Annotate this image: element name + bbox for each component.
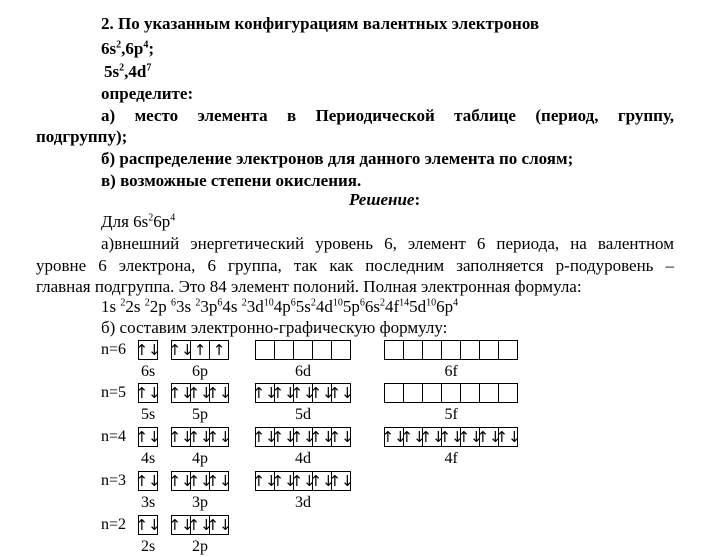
orbital-cell-5p-2: ↑↓ xyxy=(187,384,213,402)
level-label-n-6: n=6 xyxy=(101,341,127,358)
orbital-cell-6p-1: ↑↓ xyxy=(168,341,194,359)
item-a-line-1: а) место элемента в Периодической таблице (период, группу, xyxy=(101,106,674,125)
orbital-cell-4p-2: ↑↓ xyxy=(187,428,213,446)
orbital-cell-5f-3 xyxy=(422,383,442,403)
solution-heading-text: Решение xyxy=(349,190,415,209)
orbital-cell-4f-4: ↑↓ xyxy=(438,428,464,446)
orbital-cell-3d-4: ↑↓ xyxy=(309,472,335,490)
orbital-cell-5f-7 xyxy=(498,383,518,403)
orbital-cell-4d-3: ↑↓ xyxy=(290,428,316,446)
orbital-cell-5f-1 xyxy=(384,383,404,403)
orbital-cell-6f-7 xyxy=(498,340,518,360)
orbital-cell-3d-5: ↑↓ xyxy=(328,472,354,490)
orbital-cell-2p-2: ↑↓ xyxy=(187,516,213,534)
orbital-cell-4f-1: ↑↓ xyxy=(381,428,407,446)
orbital-cell-4f-7: ↑↓ xyxy=(495,428,521,446)
level-label-n-2: n=2 xyxy=(101,516,127,533)
solution-heading-colon: : xyxy=(414,190,421,209)
orbital-cell-5s-1: ↑↓ xyxy=(135,384,161,402)
orbital-group-6p xyxy=(168,340,229,360)
orbital-cell-6f-3 xyxy=(422,340,442,360)
orbital-group-6d xyxy=(255,340,351,360)
orbital-cell-3p-1: ↑↓ xyxy=(168,472,194,490)
orbital-cell-2s-1: ↑↓ xyxy=(135,516,161,534)
orbital-cell-4f-2: ↑↓ xyxy=(400,428,426,446)
determine-label: определите: xyxy=(101,84,194,103)
orbital-cell-6d-5 xyxy=(331,340,351,360)
sublevel-label-6d: 6d xyxy=(295,363,311,380)
orbital-cell-3d-3: ↑↓ xyxy=(290,472,316,490)
level-label-n-5: n=5 xyxy=(101,384,127,401)
orbital-group-2p xyxy=(168,515,232,535)
orbital-group-5p xyxy=(168,383,232,403)
orbital-cell-6d-1 xyxy=(255,340,275,360)
para-b: б) составим электронно-графическую формулу: xyxy=(101,318,448,337)
orbital-cell-6p-2: ↑ xyxy=(190,340,210,360)
orbital-cell-4d-4: ↑↓ xyxy=(309,428,335,446)
orbital-cell-6f-1 xyxy=(384,340,404,360)
orbital-group-3d xyxy=(252,471,354,491)
sublevel-label-6s: 6s xyxy=(141,363,156,380)
sublevel-label-3s: 3s xyxy=(141,494,156,511)
orbital-cell-3d-1: ↑↓ xyxy=(252,472,278,490)
orbital-cell-3s-1: ↑↓ xyxy=(135,472,161,490)
orbital-cell-2p-1: ↑↓ xyxy=(168,516,194,534)
orbital-group-6f xyxy=(384,340,518,360)
orbital-cell-6f-4 xyxy=(441,340,461,360)
orbital-cell-4f-5: ↑↓ xyxy=(457,428,483,446)
sublevel-label-5s: 5s xyxy=(141,406,156,423)
orbital-group-3s xyxy=(135,471,161,491)
orbital-cell-6d-4 xyxy=(312,340,332,360)
orbital-cell-4f-6: ↑↓ xyxy=(476,428,502,446)
orbital-group-5f xyxy=(384,383,518,403)
sublevel-label-2s: 2s xyxy=(141,538,156,555)
config-2 xyxy=(104,62,151,82)
orbital-cell-3p-3: ↑↓ xyxy=(206,472,232,490)
config-1-text: $6s^2,6p^4$; xyxy=(101,39,155,58)
orbital-cell-5f-2 xyxy=(403,383,423,403)
orbital-group-6s xyxy=(135,340,161,360)
sublevel-label-5d: 5d xyxy=(295,406,311,423)
sublevel-label-5p: 5p xyxy=(192,406,208,423)
orbital-cell-5d-2: ↑↓ xyxy=(271,384,297,402)
orbital-cell-4f-3: ↑↓ xyxy=(419,428,445,446)
orbital-group-2s xyxy=(135,515,161,535)
level-label-n-3: n=3 xyxy=(101,472,127,489)
sublevel-label-4s: 4s xyxy=(141,450,156,467)
orbital-cell-3p-2: ↑↓ xyxy=(187,472,213,490)
sublevel-label-3p: 3p xyxy=(192,494,208,511)
orbital-cell-5p-3: ↑↓ xyxy=(206,384,232,402)
orbital-cell-4d-5: ↑↓ xyxy=(328,428,354,446)
sublevel-label-5f: 5f xyxy=(444,406,458,423)
config-2-text: $5s^2,4d^7$ xyxy=(104,62,152,81)
orbital-cell-5p-1: ↑↓ xyxy=(168,384,194,402)
sublevel-label-2p: 2p xyxy=(192,538,208,555)
item-c: в) возможные степени окисления. xyxy=(101,171,362,190)
orbital-cell-6p-3: ↑ xyxy=(209,340,229,360)
orbital-cell-6f-6 xyxy=(479,340,499,360)
full-electron-formula xyxy=(101,297,458,317)
orbital-cell-4d-1: ↑↓ xyxy=(252,428,278,446)
level-label-n-4: n=4 xyxy=(101,428,127,445)
orbital-group-5s xyxy=(135,383,161,403)
para-a-line-1: а)внешний энергетический уровень 6, элемент 6 периода, на валентном xyxy=(101,234,674,253)
orbital-cell-4d-2: ↑↓ xyxy=(271,428,297,446)
for-config-text: Для $6s^26p^4$ xyxy=(101,212,176,231)
orbital-cell-5d-5: ↑↓ xyxy=(328,384,354,402)
para-a-line-3: главная подгруппа. Это 84 элемент полоний. Полная электронная формула: xyxy=(36,277,582,296)
orbital-group-5d xyxy=(252,383,354,403)
orbital-cell-2p-3: ↑↓ xyxy=(206,516,232,534)
orbital-group-4s xyxy=(135,427,161,447)
orbital-cell-5d-3: ↑↓ xyxy=(290,384,316,402)
sublevel-label-4p: 4p xyxy=(192,450,208,467)
task-title: 2. По указанным конфигурациям валентных электронов xyxy=(101,14,540,33)
for-config xyxy=(101,212,175,232)
config-1 xyxy=(101,39,154,59)
orbital-cell-3d-2: ↑↓ xyxy=(271,472,297,490)
item-a-line-2: подгруппу); xyxy=(36,127,128,146)
orbital-group-4f xyxy=(381,427,521,447)
solution-heading xyxy=(349,190,420,210)
sublevel-label-6f: 6f xyxy=(444,363,458,380)
orbital-cell-4s-1: ↑↓ xyxy=(135,428,161,446)
sublevel-label-4d: 4d xyxy=(295,450,311,467)
para-a-line-2: уровне 6 электрона, 6 группа, так как последним заполняется р-подуровень – xyxy=(36,256,674,275)
sublevel-label-4f: 4f xyxy=(444,450,458,467)
orbital-cell-6f-2 xyxy=(403,340,423,360)
orbital-cell-6s-1: ↑↓ xyxy=(135,341,161,359)
full-electron-formula-text: 1s $^2$2s $^2$2p $^6$3s $^23p^64s$ $^23d^{10}4p^65s^24d^{10}5p^66s^24f^{14}5d^{10}6p^4$ xyxy=(101,297,459,316)
orbital-cell-6f-5 xyxy=(460,340,480,360)
sublevel-label-3d: 3d xyxy=(295,494,311,511)
orbital-group-4d xyxy=(252,427,354,447)
orbital-cell-4p-1: ↑↓ xyxy=(168,428,194,446)
orbital-group-3p xyxy=(168,471,232,491)
orbital-cell-5f-6 xyxy=(479,383,499,403)
orbital-cell-5f-4 xyxy=(441,383,461,403)
sublevel-label-6p: 6p xyxy=(192,363,208,380)
orbital-cell-5d-4: ↑↓ xyxy=(309,384,335,402)
orbital-cell-6d-3 xyxy=(293,340,313,360)
orbital-cell-6d-2 xyxy=(274,340,294,360)
orbital-group-4p xyxy=(168,427,232,447)
orbital-cell-5d-1: ↑↓ xyxy=(252,384,278,402)
orbital-cell-4p-3: ↑↓ xyxy=(206,428,232,446)
item-b: б) распределение электронов для данного элемента по слоям; xyxy=(101,149,574,168)
orbital-cell-5f-5 xyxy=(460,383,480,403)
